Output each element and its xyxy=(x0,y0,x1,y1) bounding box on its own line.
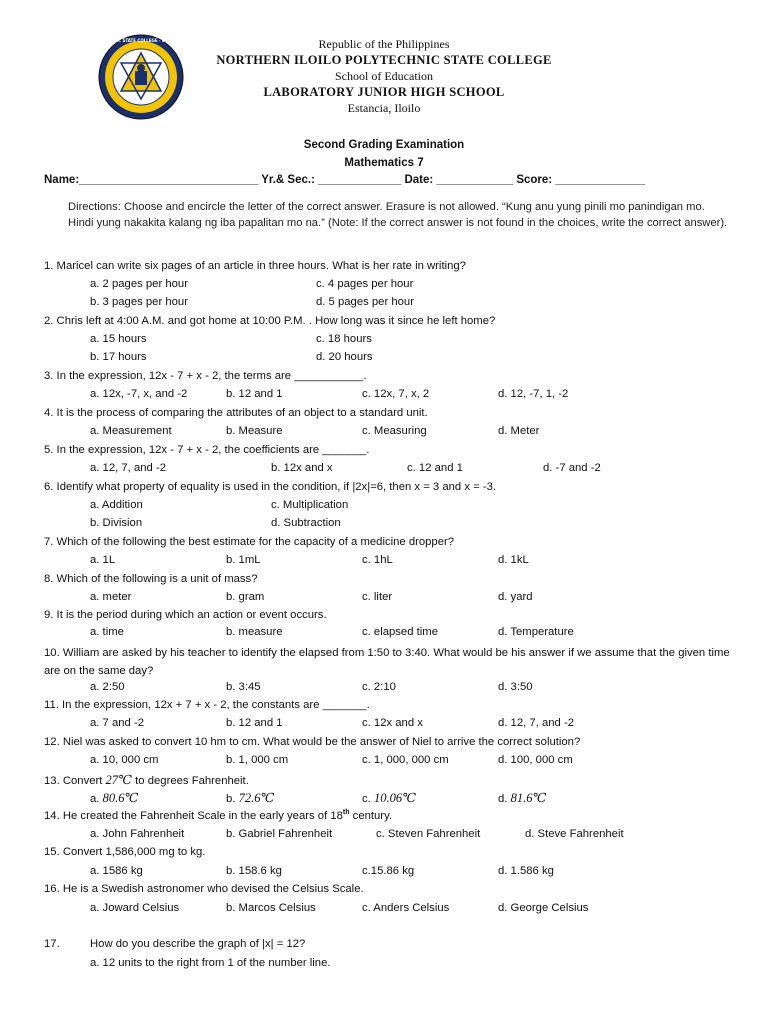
q6-option-d: d. Subtraction xyxy=(271,517,341,529)
q16-option-b: b. Marcos Celsius xyxy=(226,902,316,914)
lab-school-name: LABORATORY JUNIOR HIGH SCHOOL xyxy=(263,85,505,99)
q15-option-a: a. 1586 kg xyxy=(90,865,143,877)
q14-option-d: d. Steve Fahrenheit xyxy=(525,828,624,840)
q5-option-b: b. 12x and x xyxy=(271,462,333,474)
q13-text-post: to degrees Fahrenheit. xyxy=(132,775,249,787)
question-17: How do you describe the graph of |x| = 12? xyxy=(90,938,306,950)
q8-option-c: c. liter xyxy=(362,591,393,603)
q16-option-a: a. Joward Celsius xyxy=(90,902,180,914)
directions: Directions: Choose and encircle the letter of the correct answer. Erasure is not allowed. “Kung anu yung pinili mo panindigan mo. Hindi yung nakakita kalang ng iba papalitan mo na.” (Note: If the correct answer is not found in the choices, write the correct answer). xyxy=(68,201,728,229)
republic-line: Republic of the Philippines xyxy=(318,37,450,51)
q7-option-d: d. 1kL xyxy=(498,554,529,566)
q6-option-b: b. Division xyxy=(90,517,143,529)
q2-option-c: c. 18 hours xyxy=(316,333,372,345)
q1-option-c: c. 4 pages per hour xyxy=(316,278,414,290)
q7-option-a: a. 1L xyxy=(90,554,116,566)
letterhead xyxy=(0,36,768,116)
q11-option-a: a. 7 and -2 xyxy=(90,717,145,729)
q2-option-b: b. 17 hours xyxy=(90,351,147,363)
q9-option-b: b. measure xyxy=(226,626,283,638)
exam-titles xyxy=(0,136,768,172)
q4-option-d: d. Meter xyxy=(498,425,540,437)
q11-option-b: b. 12 and 1 xyxy=(226,717,283,729)
question-14 xyxy=(44,809,734,822)
question-6: 6. Identify what property of equality is used in the condition, if |2x|=6, then x = 3 and x = -3. xyxy=(44,481,497,493)
q7-option-c: c. 1hL xyxy=(362,554,393,566)
q3-option-d: d. 12, -7, 1, -2 xyxy=(498,388,569,400)
school-name: School of Education xyxy=(335,69,433,83)
q14-option-c: c. Steven Fahrenheit xyxy=(376,828,481,840)
question-15: 15. Convert 1,586,000 mg to kg. xyxy=(44,846,206,858)
q10-option-a: a. 2:50 xyxy=(90,681,125,693)
question-11: 11. In the expression, 12x + 7 + x - 2, the constants are _______. xyxy=(44,699,370,711)
q8-option-a: a. meter xyxy=(90,591,132,603)
question-12: 12. Niel was asked to convert 10 hm to cm. What would be the answer of Niel to arrive the correct solution? xyxy=(44,736,581,748)
q8-option-d: d. yard xyxy=(498,591,533,603)
q12-option-d: d. 100, 000 cm xyxy=(498,754,573,766)
question-2: 2. Chris left at 4:00 A.M. and got home at 10:00 P.M. . How long was it since he left home? xyxy=(44,315,496,327)
q17-number: 17. xyxy=(44,938,60,950)
question-3: 3. In the expression, 12x - 7 + x - 2, the terms are ___________. xyxy=(44,370,367,382)
q12-option-c: c. 1, 000, 000 cm xyxy=(362,754,449,766)
q8-option-b: b. gram xyxy=(226,591,265,603)
q3-option-c: c. 12x, 7, x, 2 xyxy=(362,388,430,400)
q9-option-a: a. time xyxy=(90,626,124,638)
question-5: 5. In the expression, 12x - 7 + x - 2, the coefficients are _______. xyxy=(44,444,370,456)
exam-subject: Mathematics 7 xyxy=(344,157,424,169)
question-10: 10. William are asked by his teacher to identify the elapsed from 1:50 to 3:40. What would be his answer if we assume that the given time are on the same day? xyxy=(44,647,730,677)
q10-option-b: b. 3:45 xyxy=(226,681,261,693)
q10-option-c: c. 2:10 xyxy=(362,681,396,693)
q1-option-b: b. 3 pages per hour xyxy=(90,296,188,308)
q4-option-c: c. Measuring xyxy=(362,425,427,437)
q14-option-b: b. Gabriel Fahrenheit xyxy=(226,828,333,840)
q12-option-a: a. 10, 000 cm xyxy=(90,754,159,766)
q1-option-a: a. 2 pages per hour xyxy=(90,278,188,290)
question-1: 1. Maricel can write six pages of an article in three hours. What is her rate in writing? xyxy=(44,260,466,272)
q7-option-b: b. 1mL xyxy=(226,554,261,566)
location: Estancia, Iloilo xyxy=(347,101,421,115)
q4-option-b: b. Measure xyxy=(226,425,283,437)
q14-text-pre: 14. He created the Fahrenheit Scale in the early years of 18 xyxy=(44,809,343,822)
q16-option-d: d. George Celsius xyxy=(498,902,589,914)
student-info-line: Name:____________________________ Yr.& Sec.: _____________ Date: ____________ Score: ______________ xyxy=(44,174,645,186)
q2-option-d: d. 20 hours xyxy=(316,351,373,363)
q9-option-c: c. elapsed time xyxy=(362,626,438,638)
question-8: 8. Which of the following is a unit of mass? xyxy=(44,573,258,585)
q5-option-a: a. 12, 7, and -2 xyxy=(90,462,166,474)
q5-option-c: c. 12 and 1 xyxy=(407,462,463,474)
question-4: 4. It is the process of comparing the attributes of an object to a standard unit. xyxy=(44,407,428,419)
college-name: NORTHERN ILOILO POLYTECHNIC STATE COLLEGE xyxy=(216,53,552,67)
q3-option-a: a. 12x, -7, x, and -2 xyxy=(90,388,188,400)
q6-option-c: c. Multiplication xyxy=(271,499,349,511)
q5-option-d: d. -7 and -2 xyxy=(543,462,601,474)
q16-option-c: c. Anders Celsius xyxy=(362,902,450,914)
q13-option-c: c. 10.06℃ xyxy=(362,791,417,805)
q17-option-a: a. 12 units to the right from 1 of the number line. xyxy=(90,957,331,969)
question-16: 16. He is a Swedish astronomer who devised the Celsius Scale. xyxy=(44,883,364,895)
q2-option-a: a. 15 hours xyxy=(90,333,147,345)
q14-option-a: a. John Fahrenheit xyxy=(90,828,185,840)
q4-option-a: a. Measurement xyxy=(90,425,172,437)
q15-option-c: c.15.86 kg xyxy=(362,865,415,877)
q11-option-d: d. 12, 7, and -2 xyxy=(498,717,574,729)
q3-option-b: b. 12 and 1 xyxy=(226,388,283,400)
q10-option-d: d. 3:50 xyxy=(498,681,533,693)
q13-option-d: d. 81.6℃ xyxy=(498,791,547,805)
q15-option-d: d. 1.586 kg xyxy=(498,865,554,877)
seal-lettering: NORTHERN ILOILO POLYTECHNIC STATE COLLEGE · ESTANCIA, ILOILO · PHILIPPINES xyxy=(48,38,234,43)
question-7: 7. Which of the following the best estimate for the capacity of a medicine dropper? xyxy=(44,536,455,548)
q9-option-d: d. Temperature xyxy=(498,626,574,638)
q13-option-b: b. 72.6℃ xyxy=(226,791,275,805)
q1-option-d: d. 5 pages per hour xyxy=(316,296,414,308)
question-13 xyxy=(44,772,734,788)
exam-title: Second Grading Examination xyxy=(303,139,465,151)
q13-temperature: 27℃ xyxy=(105,773,133,787)
q11-option-c: c. 12x and x xyxy=(362,717,423,729)
q14-superscript: th xyxy=(342,809,350,816)
q13-option-a: a. 80.6℃ xyxy=(90,791,139,805)
question-9: 9. It is the period during which an action or event occurs. xyxy=(44,609,327,621)
q15-option-b: b. 158.6 kg xyxy=(226,865,282,877)
q6-option-a: a. Addition xyxy=(90,499,143,511)
q12-option-b: b. 1, 000 cm xyxy=(226,754,289,766)
q14-text-post: century. xyxy=(349,809,393,822)
q13-text-pre: 13. Convert xyxy=(44,775,106,787)
